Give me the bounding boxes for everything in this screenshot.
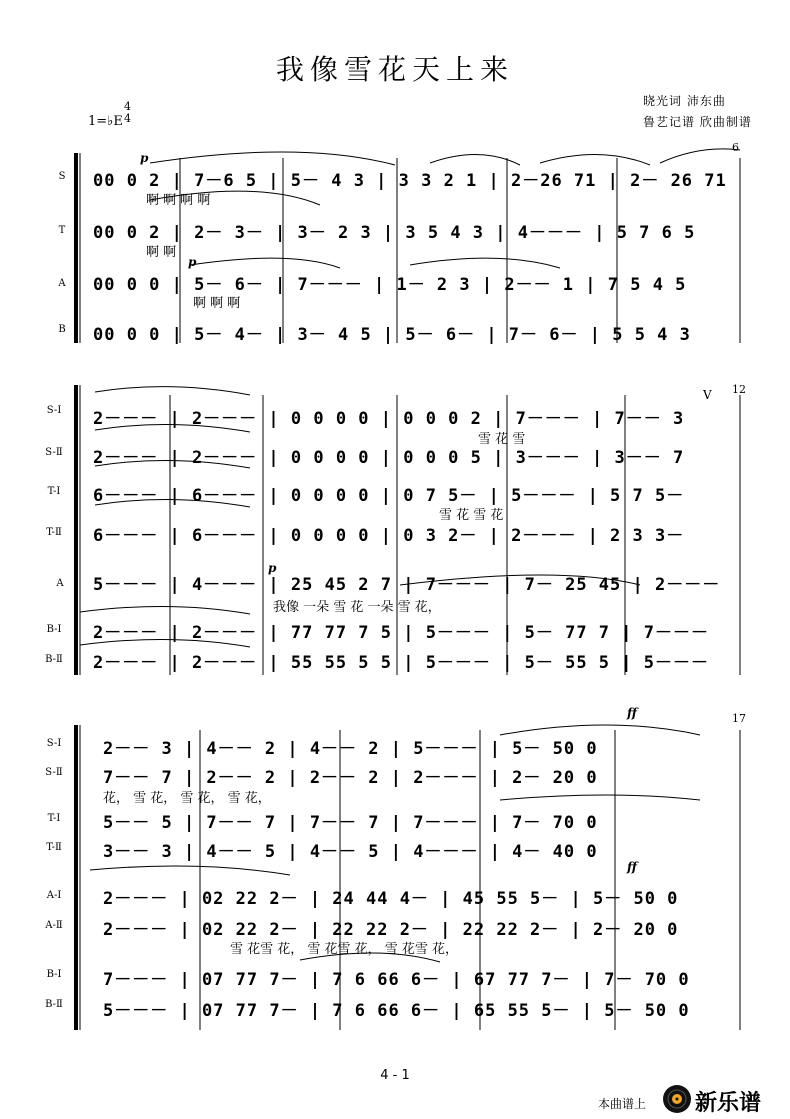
part-label: B-Ⅰ	[46, 624, 62, 635]
notation-row: 00 0 0 | 5－ 4－ | 3－ 4 5 | 5－ 6－ | 7－ 6－ | 5 5 4 3	[93, 325, 691, 345]
part-label: B-Ⅱ	[45, 654, 63, 665]
part-label: S	[58, 171, 66, 182]
notation-row: 2－－－ | 02 22 2－ | 24 44 4－ | 45 55 5－ | 5－ 50 0	[103, 889, 679, 909]
notation-row: 7－－－ | 07 77 7－ | 7 6 66 6－ | 67 77 7－ | 7－ 70 0	[103, 970, 690, 990]
notation-row: 6－－－ | 6－－－ | 0 0 0 0 | 0 3 2－ | 2－－－ | 2 3 3－	[93, 526, 685, 546]
notation-row: 00 0 0 | 5－ 6－ | 7－－－ | 1－ 2 3 | 2－－ 1 | 7 5 4 5	[93, 275, 687, 295]
part-label: T-Ⅰ	[47, 486, 61, 497]
notation-row: 7－－ 7 | 2－－ 2 | 2－－ 2 | 2－－－ | 2－ 20 0	[103, 768, 598, 788]
notation-row: 2－－－ | 2－－－ | 77 77 7 5 | 5－－－ | 5－ 77 7 | 7－－－	[93, 623, 709, 643]
notation-row: 2－－－ | 2－－－ | 0 0 0 0 | 0 0 0 5 | 3－－－ | 3－－ 7	[93, 448, 685, 468]
breath-mark: V	[703, 388, 712, 402]
part-label: A-Ⅱ	[45, 920, 63, 931]
lyric-row: 雪 花 雪	[478, 432, 526, 447]
lyric-row: 雪 花雪 花， 雪 花雪 花， 雪 花雪 花，	[230, 942, 459, 957]
part-label: T-Ⅱ	[46, 842, 62, 853]
part-label: B-Ⅱ	[45, 999, 63, 1010]
part-label: S-Ⅰ	[46, 405, 62, 416]
measure-number: 12	[732, 383, 746, 396]
page-number: 4 - 1	[380, 1068, 410, 1083]
notation-row: 5－－－ | 07 77 7－ | 7 6 66 6－ | 65 55 5－ | 5－ 50 0	[103, 1001, 690, 1021]
notation-row: 2－－－ | 2－－－ | 0 0 0 0 | 0 0 0 2 | 7－－－ | 7－－ 3	[93, 409, 685, 429]
measure-number: 6	[732, 141, 739, 154]
time-signature	[124, 101, 131, 125]
lyric-row: 雪 花 雪 花	[439, 508, 504, 523]
notation-row: 5－－ 5 | 7－－ 7 | 7－－ 7 | 7－－－ | 7－ 70 0	[103, 813, 598, 833]
part-label: A	[56, 578, 64, 589]
part-label: T	[58, 225, 66, 236]
notation-row: 2－－ 3 | 4－－ 2 | 4－－ 2 | 5－－－ | 5－ 50 0	[103, 739, 598, 759]
part-label: A	[58, 278, 66, 289]
lyric-row: 啊 啊 啊 啊	[146, 193, 211, 208]
key-signature	[88, 114, 123, 129]
lyric-row: 啊 啊 啊	[193, 296, 241, 311]
flat-sign: ♭	[107, 114, 114, 129]
key-letter: E	[113, 114, 123, 129]
notation-row: 2－－－ | 02 22 2－ | 22 22 2－ | 22 22 2－ | 2－ 20 0	[103, 920, 679, 940]
notation-row: 6－－－ | 6－－－ | 0 0 0 0 | 0 7 5－ | 5－－－ | 5 7 5－	[93, 486, 685, 506]
time-top: 4	[124, 100, 131, 113]
part-label: B	[58, 324, 66, 335]
notation-row: 3－－ 3 | 4－－ 5 | 4－－ 5 | 4－－－ | 4－ 40 0	[103, 842, 598, 862]
footer-caption: 本曲谱上	[598, 1097, 647, 1111]
site-logo[interactable]: 新乐谱	[695, 1091, 762, 1116]
part-label: S-Ⅱ	[45, 767, 63, 778]
dynamic-fortissimo: ff	[627, 860, 637, 874]
lyric-row: 我像 一朵 雪 花 一朵 雪 花，	[273, 600, 441, 615]
part-label: B-Ⅰ	[46, 969, 62, 980]
page-title: 我像雪花天上来	[275, 53, 514, 86]
notation-row: 2－－－ | 2－－－ | 55 55 5 5 | 5－－－ | 5－ 55 5 | 5－－－	[93, 653, 709, 673]
part-label: S-Ⅱ	[45, 447, 63, 458]
lyric-row: 啊 啊	[146, 245, 177, 260]
notation-row: 5－－－ | 4－－－ | 25 45 2 7 | 7－－－ | 7－ 25 45 | 2－－－	[93, 575, 721, 595]
vinyl-record-icon	[662, 1084, 692, 1114]
part-label: T-Ⅰ	[47, 813, 61, 824]
dynamic-fortissimo: ff	[627, 706, 637, 720]
notation-row: 00 0 2 | 7－6 5 | 5－ 4 3 | 3 3 2 1 | 2－26 71 | 2－ 26 71	[93, 171, 727, 191]
measure-number: 17	[732, 712, 746, 725]
part-label: T-Ⅱ	[46, 527, 62, 538]
time-bottom: 4	[124, 112, 131, 125]
part-label: S-Ⅰ	[46, 738, 62, 749]
dynamic-piano: p	[140, 151, 149, 165]
dynamic-piano: p	[268, 561, 277, 575]
notation-row: 00 0 2 | 2－ 3－ | 3－ 2 3 | 3 5 4 3 | 4－－－ | 5 7 6 5	[93, 223, 696, 243]
part-label: A-Ⅰ	[46, 890, 62, 901]
transcriber-credit: 鲁艺记谱 欣曲制谱	[643, 115, 752, 129]
lyricist-composer-credit: 晓光词 沛东曲	[643, 94, 726, 108]
key-prefix: 1=	[88, 114, 108, 129]
dynamic-piano: p	[188, 255, 197, 269]
lyric-row: 花， 雪 花， 雪 花， 雪 花，	[103, 791, 271, 806]
